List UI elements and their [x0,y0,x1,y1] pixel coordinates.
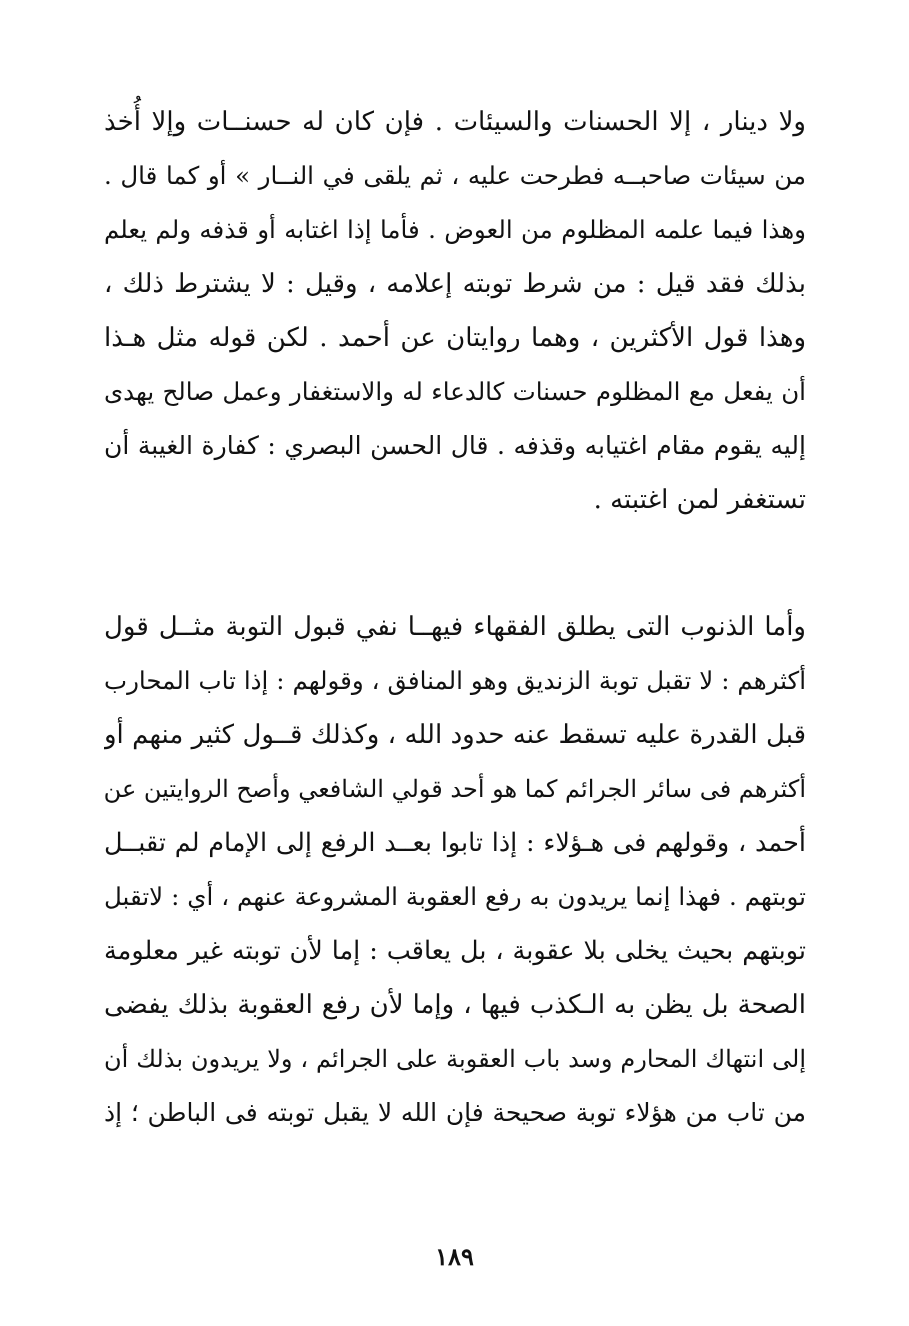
paragraph [104,95,806,527]
text-line: إليه يقوم مقام اغتيابه وقذفه . قال الحسن البصري : كفارة الغيبة أن [104,431,806,460]
text-line: أكثرهم فى سائر الجرائم كما هو أحد قولي الشافعي وأصح الروايتين عن [104,775,806,803]
text-line: ولا دينار ، إلا الحسنات والسيئات . فإن كان له حسنــات وإلا أُخذ [104,107,806,137]
text-line: وهذا قول الأكثرين ، وهما روايتان عن أحمد . لكن قوله مثل هـذا [104,323,806,353]
text-line: إلى انتهاك المحارم وسد باب العقوبة على الجرائم ، ولا يريدون بذلك أن [104,1045,806,1073]
text-line: أن يفعل مع المظلوم حسنات كالدعاء له والاستغفار وعمل صالح يهدى [104,377,806,406]
text-line: وهذا فيما علمه المظلوم من العوض . فأما إذا اغتابه أو قذفه ولم يعلم [104,215,806,244]
text-line: قبل القدرة عليه تسقط عنه حدود الله ، وكذلك قــول كثير منهم أو [104,720,806,750]
text-line: من تاب من هؤلاء توبة صحيحة فإن الله لا يقبل توبته فى الباطن ؛ إذ [104,1098,806,1127]
text-line: بذلك فقد قيل : من شرط توبته إعلامه ، وقيل : لا يشترط ذلك ، [104,269,806,299]
text-line: أحمد ، وقولهم فى هـؤلاء : إذا تابوا بعــد الرفع إلى الإمام لم تقبــل [104,828,806,858]
paragraph [104,600,806,1140]
text-line: أكثرهم : لا تقبل توبة الزنديق وهو المنافق ، وقولهم : إذا تاب المحارب [104,666,806,695]
text-line: الصحة بل يظن به الـكذب فيها ، وإما لأن رفع العقوبة بذلك يفضى [104,990,806,1020]
text-line: من سيئات صاحبــه فطرحت عليه ، ثم يلقى في النــار » أو كما قال . [104,161,806,190]
text-line: توبتهم بحيث يخلى بلا عقوبة ، بل يعاقب : إما لأن توبته غير معلومة [104,936,806,966]
text-line: وأما الذنوب التى يطلق الفقهاء فيهــا نفي قبول التوبة مثــل قول [104,612,806,642]
text-line: توبتهم . فهذا إنما يريدون به رفع العقوبة المشروعة عنهم ، أي : لاتقبل [104,882,806,911]
text-line: تستغفر لمن اغتبته . [593,485,806,515]
page-number: ١٨٩ [435,1242,474,1271]
